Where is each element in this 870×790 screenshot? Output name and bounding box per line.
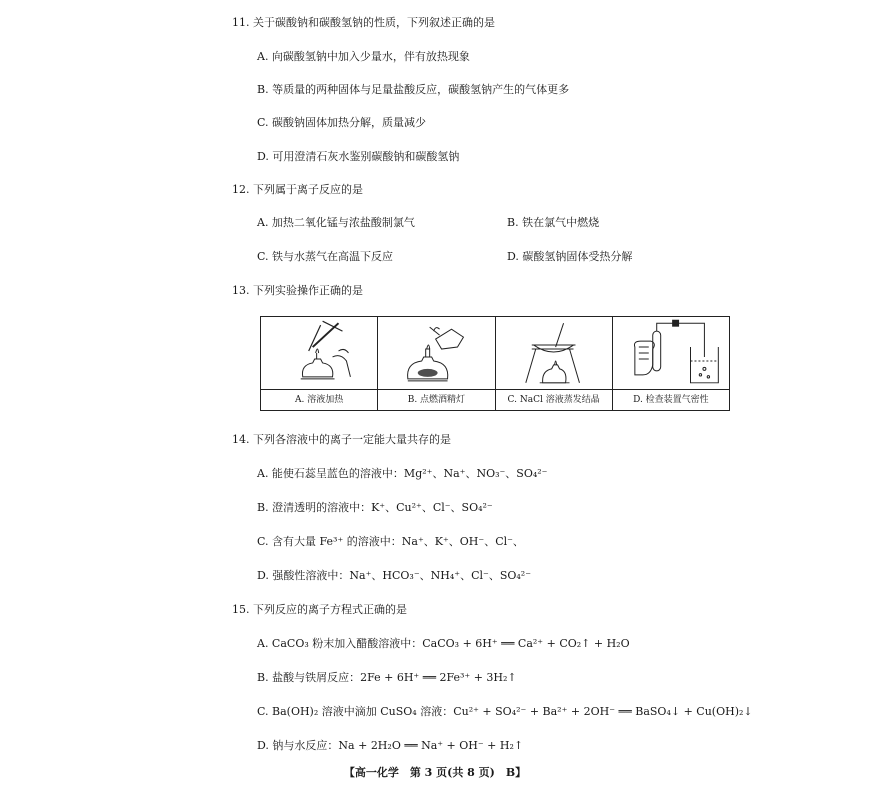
q15-option-b: B. 盐酸与铁屑反应：2Fe + 6H⁺ ══ 2Fe³⁺ + 3H₂↑ — [257, 671, 517, 684]
q13-figure-table — [260, 316, 730, 411]
q11-stem: 11. 关于碳酸钠和碳酸氢钠的性质，下列叙述正确的是 — [232, 16, 495, 29]
airtightness-check-icon — [613, 317, 729, 391]
q13-caption-d: D. 检查装置气密性 — [613, 389, 729, 410]
q14-option-d: D. 强酸性溶液中：Na⁺、HCO₃⁻、NH₄⁺、Cl⁻、SO₄²⁻ — [257, 569, 532, 582]
q11-option-d: D. 可用澄清石灰水鉴别碳酸钠和碳酸氢钠 — [257, 150, 460, 163]
lighting-alcohol-lamp-icon — [378, 317, 494, 391]
q13-caption-a: A. 溶液加热 — [261, 389, 377, 410]
q12-stem: 12. 下列属于离子反应的是 — [232, 183, 363, 196]
evaporating-dish-icon — [496, 317, 612, 391]
heating-test-tube-icon — [261, 317, 377, 391]
q14-option-b: B. 澄清透明的溶液中：K⁺、Cu²⁺、Cl⁻、SO₄²⁻ — [257, 501, 493, 514]
q13-figure-b — [378, 317, 495, 410]
q11-option-c: C. 碳酸钠固体加热分解，质量减少 — [257, 116, 427, 129]
q11-option-a: A. 向碳酸氢钠中加入少量水，伴有放热现象 — [257, 50, 470, 63]
q15-stem: 15. 下列反应的离子方程式正确的是 — [232, 603, 407, 616]
q15-option-d: D. 钠与水反应：Na + 2H₂O ══ Na⁺ + OH⁻ + H₂↑ — [257, 739, 524, 752]
q14-stem: 14. 下列各溶液中的离子一定能大量共存的是 — [232, 433, 451, 446]
q13-figure-c — [496, 317, 613, 410]
q14-option-a: A. 能使石蕊呈蓝色的溶液中：Mg²⁺、Na⁺、NO₃⁻、SO₄²⁻ — [257, 467, 548, 480]
page-footer: 【高一化学 第 3 页(共 8 页) B】 — [343, 766, 527, 779]
q11-option-b: B. 等质量的两种固体与足量盐酸反应，碳酸氢钠产生的气体更多 — [257, 83, 570, 96]
q12-option-d: D. 碳酸氢钠固体受热分解 — [507, 250, 633, 263]
q13-caption-b: B. 点燃酒精灯 — [378, 389, 494, 410]
q13-figure-d — [613, 317, 729, 410]
q13-caption-c: C. NaCl 溶液蒸发结晶 — [496, 389, 612, 410]
q13-figure-a — [261, 317, 378, 410]
q13-stem: 13. 下列实验操作正确的是 — [232, 284, 363, 297]
q12-option-b: B. 铁在氯气中燃烧 — [507, 216, 600, 229]
q15-option-c: C. Ba(OH)₂ 溶液中滴加 CuSO₄ 溶液：Cu²⁺ + SO₄²⁻ + Ba²⁺ + 2OH⁻ ══ BaSO₄↓ + Cu(OH)₂↓ — [257, 705, 753, 718]
q12-option-c: C. 铁与水蒸气在高温下反应 — [257, 250, 394, 263]
q15-option-a: A. CaCO₃ 粉末加入醋酸溶液中：CaCO₃ + 6H⁺ ══ Ca²⁺ + CO₂↑ + H₂O — [257, 637, 630, 650]
q12-option-a: A. 加热二氧化锰与浓盐酸制氯气 — [257, 216, 415, 229]
q14-option-c: C. 含有大量 Fe³⁺ 的溶液中：Na⁺、K⁺、OH⁻、Cl⁻、 — [257, 535, 524, 548]
